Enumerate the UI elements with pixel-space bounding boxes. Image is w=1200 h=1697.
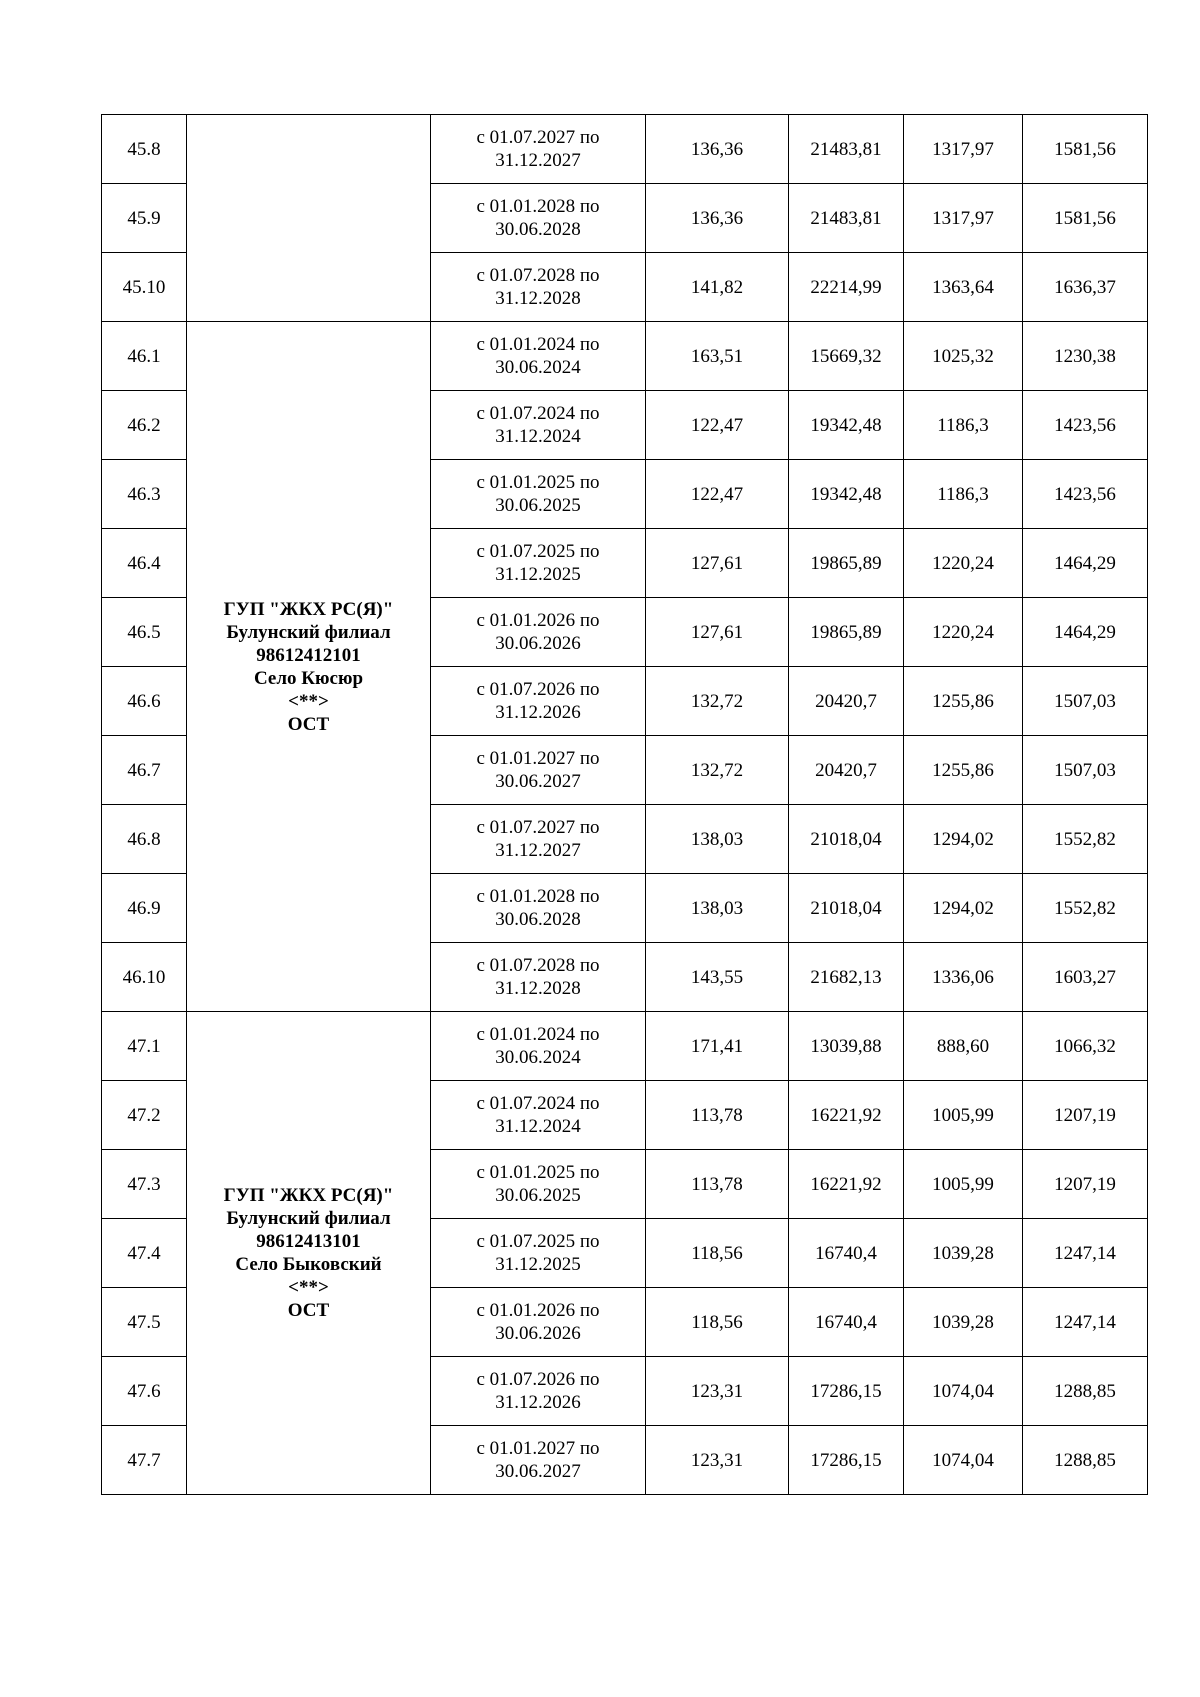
value-cell-4: 1066,32 <box>1023 1012 1148 1081</box>
value-cell-2: 21018,04 <box>789 874 904 943</box>
value-cell-2: 16221,92 <box>789 1150 904 1219</box>
value-cell-3: 1220,24 <box>904 529 1023 598</box>
value-cell-1: 118,56 <box>646 1219 789 1288</box>
row-number: 45.10 <box>102 253 187 322</box>
value-cell-3: 1039,28 <box>904 1288 1023 1357</box>
value-cell-4: 1230,38 <box>1023 322 1148 391</box>
row-number: 47.5 <box>102 1288 187 1357</box>
period-cell: с 01.01.2028 по 30.06.2028 <box>431 184 646 253</box>
value-cell-4: 1247,14 <box>1023 1219 1148 1288</box>
period-cell: с 01.07.2027 по 31.12.2027 <box>431 805 646 874</box>
row-number: 46.10 <box>102 943 187 1012</box>
period-cell: с 01.07.2025 по 31.12.2025 <box>431 1219 646 1288</box>
value-cell-2: 19865,89 <box>789 598 904 667</box>
value-cell-2: 21018,04 <box>789 805 904 874</box>
value-cell-2: 16221,92 <box>789 1081 904 1150</box>
row-number: 46.6 <box>102 667 187 736</box>
row-number: 47.6 <box>102 1357 187 1426</box>
value-cell-1: 138,03 <box>646 805 789 874</box>
value-cell-3: 1363,64 <box>904 253 1023 322</box>
value-cell-4: 1207,19 <box>1023 1081 1148 1150</box>
value-cell-3: 1255,86 <box>904 667 1023 736</box>
value-cell-2: 21483,81 <box>789 184 904 253</box>
period-cell: с 01.01.2027 по 30.06.2027 <box>431 1426 646 1495</box>
organization-cell: ГУП "ЖКХ РС(Я)" Булунский филиал 98612412101 Село Кюсюр <**> ОСТ <box>187 322 431 1012</box>
table-body <box>102 115 1148 1495</box>
row-number: 47.3 <box>102 1150 187 1219</box>
value-cell-1: 171,41 <box>646 1012 789 1081</box>
period-cell: с 01.01.2025 по 30.06.2025 <box>431 460 646 529</box>
value-cell-1: 138,03 <box>646 874 789 943</box>
value-cell-1: 122,47 <box>646 391 789 460</box>
period-cell: с 01.01.2025 по 30.06.2025 <box>431 1150 646 1219</box>
value-cell-1: 136,36 <box>646 115 789 184</box>
value-cell-2: 21483,81 <box>789 115 904 184</box>
value-cell-3: 1317,97 <box>904 184 1023 253</box>
value-cell-2: 20420,7 <box>789 736 904 805</box>
value-cell-1: 113,78 <box>646 1081 789 1150</box>
value-cell-4: 1507,03 <box>1023 667 1148 736</box>
value-cell-2: 15669,32 <box>789 322 904 391</box>
period-cell: с 01.07.2025 по 31.12.2025 <box>431 529 646 598</box>
value-cell-2: 21682,13 <box>789 943 904 1012</box>
row-number: 46.5 <box>102 598 187 667</box>
value-cell-2: 19342,48 <box>789 460 904 529</box>
value-cell-1: 127,61 <box>646 598 789 667</box>
value-cell-3: 1074,04 <box>904 1357 1023 1426</box>
value-cell-4: 1423,56 <box>1023 460 1148 529</box>
row-number: 46.8 <box>102 805 187 874</box>
period-cell: с 01.07.2026 по 31.12.2026 <box>431 667 646 736</box>
period-cell: с 01.01.2028 по 30.06.2028 <box>431 874 646 943</box>
value-cell-4: 1207,19 <box>1023 1150 1148 1219</box>
value-cell-4: 1288,85 <box>1023 1426 1148 1495</box>
row-number: 46.7 <box>102 736 187 805</box>
period-cell: с 01.07.2028 по 31.12.2028 <box>431 253 646 322</box>
row-number: 45.8 <box>102 115 187 184</box>
value-cell-4: 1636,37 <box>1023 253 1148 322</box>
value-cell-3: 1186,3 <box>904 460 1023 529</box>
value-cell-1: 118,56 <box>646 1288 789 1357</box>
organization-cell: ГУП "ЖКХ РС(Я)" Булунский филиал 98612413101 Село Быковский <**> ОСТ <box>187 1012 431 1495</box>
period-cell: с 01.07.2024 по 31.12.2024 <box>431 391 646 460</box>
period-cell: с 01.07.2027 по 31.12.2027 <box>431 115 646 184</box>
value-cell-4: 1464,29 <box>1023 529 1148 598</box>
value-cell-1: 163,51 <box>646 322 789 391</box>
value-cell-3: 1294,02 <box>904 874 1023 943</box>
value-cell-1: 136,36 <box>646 184 789 253</box>
value-cell-4: 1552,82 <box>1023 874 1148 943</box>
value-cell-2: 19342,48 <box>789 391 904 460</box>
value-cell-2: 20420,7 <box>789 667 904 736</box>
value-cell-1: 122,47 <box>646 460 789 529</box>
period-cell: с 01.01.2024 по 30.06.2024 <box>431 1012 646 1081</box>
value-cell-2: 16740,4 <box>789 1288 904 1357</box>
value-cell-2: 17286,15 <box>789 1426 904 1495</box>
row-number: 46.3 <box>102 460 187 529</box>
row-number: 45.9 <box>102 184 187 253</box>
value-cell-4: 1288,85 <box>1023 1357 1148 1426</box>
period-cell: с 01.01.2026 по 30.06.2026 <box>431 1288 646 1357</box>
period-cell: с 01.07.2028 по 31.12.2028 <box>431 943 646 1012</box>
value-cell-3: 1255,86 <box>904 736 1023 805</box>
value-cell-3: 888,60 <box>904 1012 1023 1081</box>
value-cell-4: 1581,56 <box>1023 184 1148 253</box>
row-number: 46.4 <box>102 529 187 598</box>
row-number: 47.1 <box>102 1012 187 1081</box>
value-cell-3: 1336,06 <box>904 943 1023 1012</box>
value-cell-4: 1423,56 <box>1023 391 1148 460</box>
period-cell: с 01.01.2026 по 30.06.2026 <box>431 598 646 667</box>
value-cell-2: 13039,88 <box>789 1012 904 1081</box>
period-cell: с 01.07.2024 по 31.12.2024 <box>431 1081 646 1150</box>
row-number: 47.2 <box>102 1081 187 1150</box>
value-cell-3: 1005,99 <box>904 1081 1023 1150</box>
period-cell: с 01.01.2027 по 30.06.2027 <box>431 736 646 805</box>
value-cell-2: 19865,89 <box>789 529 904 598</box>
value-cell-1: 127,61 <box>646 529 789 598</box>
value-cell-3: 1074,04 <box>904 1426 1023 1495</box>
value-cell-2: 22214,99 <box>789 253 904 322</box>
row-number: 46.9 <box>102 874 187 943</box>
value-cell-3: 1025,32 <box>904 322 1023 391</box>
row-number: 46.2 <box>102 391 187 460</box>
value-cell-1: 123,31 <box>646 1426 789 1495</box>
period-cell: с 01.07.2026 по 31.12.2026 <box>431 1357 646 1426</box>
value-cell-4: 1464,29 <box>1023 598 1148 667</box>
value-cell-3: 1039,28 <box>904 1219 1023 1288</box>
value-cell-4: 1581,56 <box>1023 115 1148 184</box>
period-cell: с 01.01.2024 по 30.06.2024 <box>431 322 646 391</box>
organization-cell <box>187 115 431 322</box>
value-cell-1: 113,78 <box>646 1150 789 1219</box>
row-number: 46.1 <box>102 322 187 391</box>
value-cell-3: 1186,3 <box>904 391 1023 460</box>
value-cell-1: 141,82 <box>646 253 789 322</box>
row-number: 47.4 <box>102 1219 187 1288</box>
value-cell-4: 1247,14 <box>1023 1288 1148 1357</box>
table-row <box>102 322 1148 391</box>
table-row <box>102 1012 1148 1081</box>
value-cell-2: 16740,4 <box>789 1219 904 1288</box>
value-cell-1: 132,72 <box>646 667 789 736</box>
value-cell-1: 123,31 <box>646 1357 789 1426</box>
value-cell-3: 1294,02 <box>904 805 1023 874</box>
value-cell-1: 132,72 <box>646 736 789 805</box>
table-row <box>102 115 1148 184</box>
value-cell-4: 1603,27 <box>1023 943 1148 1012</box>
value-cell-3: 1220,24 <box>904 598 1023 667</box>
value-cell-2: 17286,15 <box>789 1357 904 1426</box>
row-number: 47.7 <box>102 1426 187 1495</box>
value-cell-3: 1317,97 <box>904 115 1023 184</box>
value-cell-1: 143,55 <box>646 943 789 1012</box>
tariff-table <box>101 114 1148 1495</box>
value-cell-4: 1507,03 <box>1023 736 1148 805</box>
value-cell-4: 1552,82 <box>1023 805 1148 874</box>
value-cell-3: 1005,99 <box>904 1150 1023 1219</box>
